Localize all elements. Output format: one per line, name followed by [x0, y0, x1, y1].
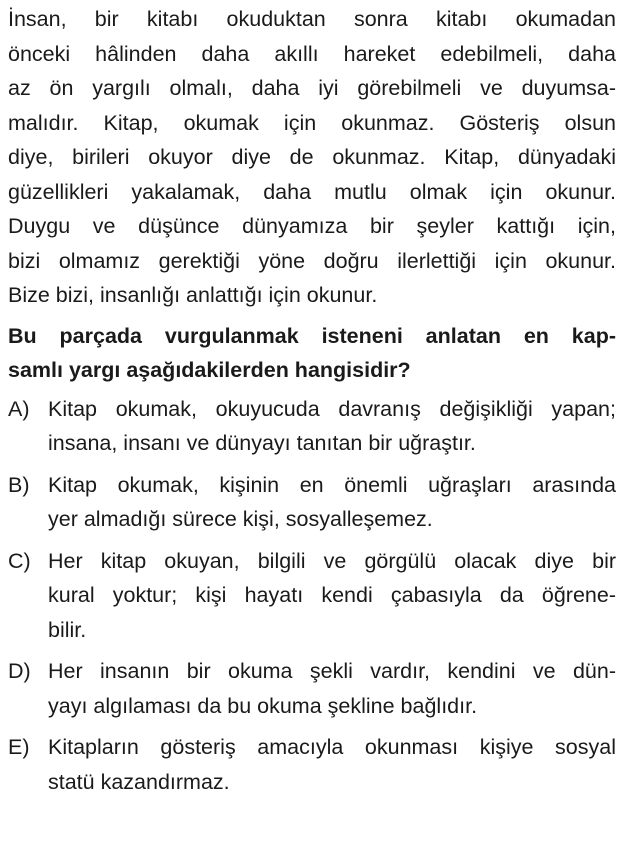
option-letter: B)	[8, 472, 30, 497]
option-b[interactable]	[8, 468, 616, 537]
option-text-line: insana, insanı ve dünyayı tanıtan bir uğraştır.	[48, 431, 476, 455]
option-text-line: Kitap okumak, kişinin en önemli uğraşları arasında	[48, 472, 616, 497]
option-d[interactable]	[8, 654, 616, 723]
option-text-line: kural yoktur; kişi hayatı kendi çabasıyla da öğrene-	[48, 583, 616, 607]
option-text-line: Her insanın bir okuma şekli vardır, kendini ve dün-	[48, 659, 616, 683]
question-line: samlı yargı aşağıdakilerden hangisidir?	[8, 358, 411, 382]
passage-line: malıdır. Kitap, okumak için okunmaz. Gösteriş olsun	[8, 110, 616, 135]
option-text-line: Kitap okumak, okuyucuda davranış değişikliği yapan;	[48, 396, 616, 421]
option-e[interactable]	[8, 730, 616, 799]
reading-passage	[8, 2, 616, 313]
option-a[interactable]	[8, 392, 616, 461]
passage-line: Bize bizi, insanlığı anlattığı için okunur.	[8, 283, 378, 307]
question-stem	[8, 319, 616, 388]
option-text-line: yer almadığı sürece kişi, sosyalleşemez.	[48, 507, 433, 531]
question-line: Bu parçada vurgulanmak isteneni anlatan en kap-	[8, 323, 616, 348]
option-c[interactable]	[8, 544, 616, 648]
option-text-line: bilir.	[48, 617, 87, 642]
passage-line: Duygu ve düşünce dünyamıza bir şeyler kattığı için,	[8, 214, 616, 238]
option-letter: D)	[8, 659, 31, 683]
option-letter: E)	[8, 735, 30, 759]
passage-line: güzellikleri yakalamak, daha mutlu olmak için okunur.	[8, 179, 616, 204]
answer-options	[8, 392, 616, 800]
passage-line: diye, birileri okuyor diye de okunmaz. Kitap, dünyadaki	[8, 145, 616, 169]
option-text-line: Kitapların gösteriş amacıyla okunması kişiye sosyal	[48, 735, 616, 759]
option-text-line: statü kazandırmaz.	[48, 769, 230, 794]
passage-line: İnsan, bir kitabı okuduktan sonra kitabı okumadan	[8, 7, 616, 31]
option-text-line: Her kitap okuyan, bilgili ve görgülü olacak diye bir	[48, 548, 616, 573]
option-letter: C)	[8, 548, 31, 573]
passage-line: bizi olmamız gerektiği yöne doğru ilerlettiği için okunur.	[8, 248, 616, 273]
passage-line: önceki hâlinden daha akıllı hareket edebilmeli, daha	[8, 41, 616, 66]
option-text-line: yayı algılaması da bu okuma şekline bağlıdır.	[48, 693, 478, 718]
passage-line: az ön yargılı olmalı, daha iyi görebilmeli ve duyumsa-	[8, 76, 616, 100]
option-letter: A)	[8, 396, 30, 421]
